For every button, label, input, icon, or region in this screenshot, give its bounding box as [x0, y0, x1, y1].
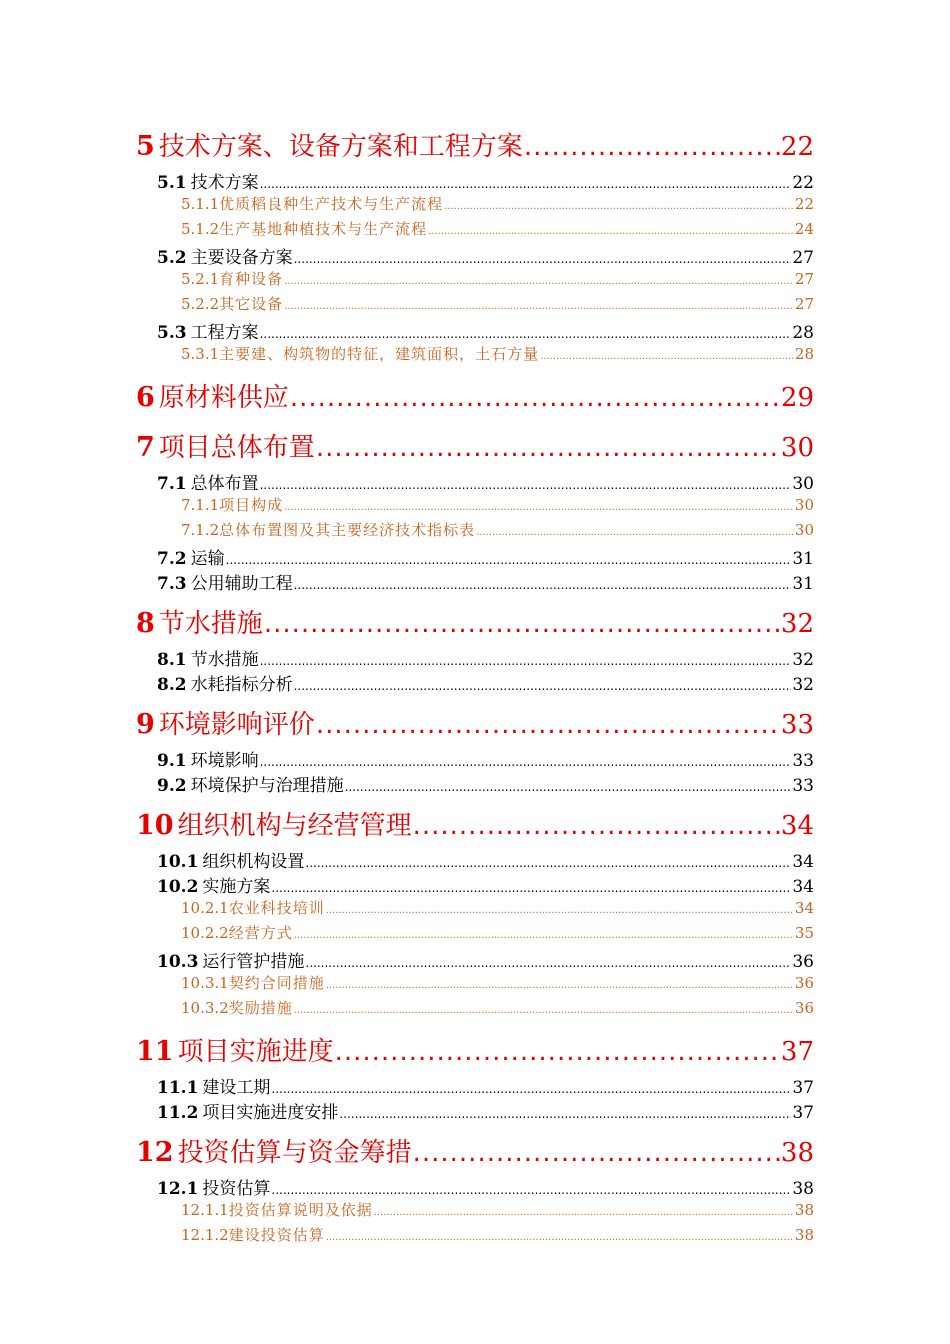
- toc-entry-number: 12.1: [157, 1179, 199, 1199]
- dot-leader: [524, 132, 780, 162]
- toc-entry-level-2[interactable]: [157, 1098, 814, 1123]
- dot-leader: [305, 952, 791, 972]
- dot-leader: [294, 574, 792, 594]
- toc-entry-text: 生产基地种植技术与生产流程: [219, 220, 428, 238]
- toc-entry-text: 投资估算说明及依据: [228, 1201, 373, 1219]
- dot-leader: [294, 924, 794, 942]
- toc-entry-text: 总体布置: [190, 474, 259, 494]
- toc-entry-text: 其它设备: [219, 295, 284, 313]
- toc-entry-level-3[interactable]: [181, 519, 814, 544]
- toc-entry-level-1[interactable]: [136, 377, 814, 417]
- toc-entry-title: [157, 771, 344, 796]
- toc-entry-text: 技术方案、设备方案和工程方案: [158, 132, 523, 162]
- toc-entry-number: 5.3: [157, 323, 187, 343]
- toc-entry-title: [157, 168, 259, 193]
- toc-entry-text: 主要建、构筑物的特征，建筑面积，土石方量: [219, 345, 540, 363]
- dot-leader: [316, 433, 780, 463]
- toc-entry-page-number: 31: [792, 549, 814, 569]
- dot-leader: [271, 877, 791, 897]
- toc-entry-number: 12.1.2: [181, 1226, 229, 1244]
- toc-entry-page-number: 27: [794, 270, 814, 288]
- toc-entry-title: [181, 972, 325, 993]
- toc-entry-title: [136, 603, 263, 640]
- dot-leader: [305, 852, 791, 872]
- toc-entry-text: 组织机构与经营管理: [177, 811, 412, 841]
- dot-leader: [294, 248, 792, 268]
- toc-entry-text: 原材料供应: [158, 383, 289, 413]
- dot-leader: [284, 295, 794, 313]
- toc-entry-page-number: 37: [780, 1037, 814, 1067]
- dot-leader: [271, 1179, 791, 1199]
- toc-entry-page-number: 34: [792, 877, 814, 897]
- dot-leader: [326, 974, 794, 992]
- toc-entry-page-number: 28: [792, 323, 814, 343]
- toc-entry-text: 项目构成: [219, 496, 284, 514]
- toc-entry-page-number: 35: [794, 924, 814, 942]
- toc-entry-title: [157, 645, 259, 670]
- toc-entry-level-1[interactable]: [136, 704, 814, 744]
- toc-entry-text: 契约合同措施: [228, 974, 325, 992]
- toc-entry-number: 8.1: [157, 650, 187, 670]
- toc-entry-title: [157, 872, 270, 897]
- dot-leader: [335, 1037, 780, 1067]
- toc-entry-text: 奖励措施: [228, 999, 293, 1017]
- toc-entry-title: [181, 193, 443, 214]
- toc-entry-number: 7.1.1: [181, 496, 220, 514]
- toc-entry-title: [157, 544, 225, 569]
- toc-entry-page-number: 22: [794, 195, 814, 213]
- toc-entry-number: 10.2.1: [181, 899, 229, 917]
- toc-entry-page-number: 38: [780, 1138, 814, 1168]
- toc-entry-level-2[interactable]: [157, 645, 814, 670]
- toc-entry-text: 实施方案: [202, 877, 271, 897]
- toc-entry-title: [157, 1073, 270, 1098]
- toc-entry-number: 7.1: [157, 474, 187, 494]
- toc-entry-page-number: 38: [792, 1179, 814, 1199]
- toc-entry-number: 12: [136, 1137, 174, 1168]
- toc-entry-level-1[interactable]: [136, 126, 814, 166]
- dot-leader: [294, 999, 794, 1017]
- toc-entry-number: 8: [136, 608, 155, 639]
- dot-leader: [290, 383, 780, 413]
- toc-entry-number: 9: [136, 709, 155, 740]
- toc-entry-number: 10.1: [157, 852, 199, 872]
- toc-entry-text: 总体布置图及其主要经济技术指标表: [219, 521, 476, 539]
- toc-entry-page-number: 22: [792, 173, 814, 193]
- toc-entry-page-number: 36: [794, 999, 814, 1017]
- dot-leader: [264, 609, 780, 639]
- toc-entry-page-number: 32: [792, 650, 814, 670]
- toc-entry-title: [181, 293, 283, 314]
- toc-entry-level-1[interactable]: [136, 1031, 814, 1071]
- toc-entry-page-number: 24: [794, 220, 814, 238]
- toc-entry-number: 11.2: [157, 1103, 199, 1123]
- toc-entry-page-number: 36: [792, 952, 814, 972]
- toc-entry-number: 10.3.2: [181, 999, 229, 1017]
- toc-entry-level-1[interactable]: [136, 427, 814, 467]
- dot-leader: [540, 345, 794, 363]
- toc-entry-text: 项目总体布置: [158, 433, 315, 463]
- toc-entry-text: 运行管护措施: [202, 952, 305, 972]
- toc-entry-level-3[interactable]: [181, 997, 814, 1022]
- toc-entry-text: 节水措施: [158, 609, 263, 639]
- dot-leader: [226, 549, 792, 569]
- toc-entry-page-number: 27: [794, 295, 814, 313]
- toc-entry-level-3[interactable]: [181, 293, 814, 318]
- toc-entry-text: 技术方案: [190, 173, 259, 193]
- toc-entry-page-number: 32: [780, 609, 814, 639]
- toc-entry-number: 9.2: [157, 776, 187, 796]
- toc-entry-level-2[interactable]: [157, 318, 814, 343]
- toc-entry-level-3[interactable]: [181, 1199, 814, 1224]
- toc-entry-text: 项目实施进度安排: [202, 1103, 339, 1123]
- toc-entry-title: [157, 1174, 270, 1199]
- toc-entry-title: [181, 268, 283, 289]
- toc-entry-level-2[interactable]: [157, 168, 814, 193]
- toc-entry-title: [136, 704, 315, 741]
- toc-entry-page-number: 22: [780, 132, 814, 162]
- dot-leader: [345, 776, 792, 796]
- toc-entry-page-number: 38: [794, 1226, 814, 1244]
- dot-leader: [413, 811, 780, 841]
- toc-entry-page-number: 30: [794, 521, 814, 539]
- toc-entry-level-1[interactable]: [136, 1132, 814, 1172]
- toc-entry-level-3[interactable]: [181, 218, 814, 243]
- toc-entry-page-number: 38: [794, 1201, 814, 1219]
- toc-entry-title: [181, 1224, 325, 1245]
- toc-entry-text: 组织机构设置: [202, 852, 305, 872]
- toc-entry-number: 7.1.2: [181, 521, 220, 539]
- toc-entry-number: 5.1.1: [181, 195, 220, 213]
- dot-leader: [284, 270, 794, 288]
- toc-entry-level-3[interactable]: [181, 897, 814, 922]
- toc-entry-number: 5.1.2: [181, 220, 220, 238]
- toc-entry-page-number: 34: [794, 899, 814, 917]
- toc-entry-title: [136, 805, 412, 842]
- toc-entry-title: [181, 897, 325, 918]
- toc-entry-title: [181, 218, 427, 239]
- toc-entry-page-number: 37: [792, 1078, 814, 1098]
- toc-entry-text: 建设工期: [202, 1078, 271, 1098]
- dot-leader: [260, 650, 792, 670]
- toc-entry-text: 建设投资估算: [228, 1226, 325, 1244]
- toc-entry-level-2[interactable]: [157, 670, 814, 695]
- toc-entry-number: 10.3.1: [181, 974, 229, 992]
- toc-entry-page-number: 32: [792, 675, 814, 695]
- toc-entry-level-1[interactable]: [136, 805, 814, 845]
- toc-entry-level-2[interactable]: [157, 872, 814, 897]
- toc-entry-title: [157, 469, 259, 494]
- toc-entry-page-number: 33: [792, 776, 814, 796]
- toc-entry-number: 5.2.1: [181, 270, 220, 288]
- toc-entry-level-2[interactable]: [157, 569, 814, 594]
- toc-entry-page-number: 34: [780, 811, 814, 841]
- toc-entry-level-2[interactable]: [157, 746, 814, 771]
- toc-entry-page-number: 28: [794, 345, 814, 363]
- toc-entry-number: 5: [136, 131, 155, 162]
- toc-entry-text: 环境影响: [190, 751, 259, 771]
- toc-entry-text: 投资估算与资金筹措: [177, 1138, 412, 1168]
- toc-entry-level-3[interactable]: [181, 494, 814, 519]
- dot-leader: [428, 220, 794, 238]
- toc-entry-page-number: 27: [792, 248, 814, 268]
- toc-entry-text: 公用辅助工程: [190, 574, 293, 594]
- toc-entry-page-number: 34: [792, 852, 814, 872]
- toc-entry-number: 5.3.1: [181, 345, 220, 363]
- dot-leader: [326, 1226, 794, 1244]
- toc-entry-number: 12.1.1: [181, 1201, 229, 1219]
- toc-entry-level-2[interactable]: [157, 544, 814, 569]
- toc-entry-number: 7: [136, 432, 155, 463]
- toc-entry-title: [181, 519, 475, 540]
- dot-leader: [260, 474, 792, 494]
- toc-entry-text: 投资估算: [202, 1179, 271, 1199]
- toc-entry-level-2[interactable]: [157, 1174, 814, 1199]
- toc-entry-level-3[interactable]: [181, 193, 814, 218]
- toc-entry-title: [157, 947, 304, 972]
- toc-entry-page-number: 30: [780, 433, 814, 463]
- toc-entry-text: 节水措施: [190, 650, 259, 670]
- dot-leader: [260, 751, 792, 771]
- toc-entry-title: [136, 377, 289, 414]
- toc-entry-number: 5.1: [157, 173, 187, 193]
- toc-entry-text: 水耗指标分析: [190, 675, 293, 695]
- dot-leader: [374, 1201, 794, 1219]
- toc-entry-number: 10.3: [157, 952, 199, 972]
- toc-entry-title: [157, 318, 259, 343]
- toc-entry-page-number: 33: [792, 751, 814, 771]
- toc-entry-title: [136, 427, 315, 464]
- toc-entry-number: 10.2.2: [181, 924, 229, 942]
- toc-entry-title: [181, 922, 293, 943]
- toc-entry-page-number: 30: [792, 474, 814, 494]
- toc-entry-level-2[interactable]: [157, 771, 814, 796]
- toc-entry-text: 主要设备方案: [190, 248, 293, 268]
- toc-entry-level-3[interactable]: [181, 1224, 814, 1249]
- toc-entry-text: 项目实施进度: [177, 1037, 334, 1067]
- toc-entry-title: [181, 1199, 373, 1220]
- toc-entry-text: 环境影响评价: [158, 710, 315, 740]
- dot-leader: [284, 496, 794, 514]
- toc-entry-page-number: 37: [792, 1103, 814, 1123]
- toc-entry-title: [136, 1132, 412, 1169]
- dot-leader: [444, 195, 794, 213]
- toc-entry-number: 6: [136, 382, 155, 413]
- toc-entry-level-3[interactable]: [181, 268, 814, 293]
- toc-entry-title: [157, 569, 293, 594]
- toc-entry-level-3[interactable]: [181, 343, 814, 368]
- toc-entry-text: 环境保护与治理措施: [190, 776, 344, 796]
- toc-entry-level-3[interactable]: [181, 972, 814, 997]
- toc-entry-text: 经营方式: [228, 924, 293, 942]
- toc-entry-page-number: 33: [780, 710, 814, 740]
- dot-leader: [260, 173, 792, 193]
- toc-entry-level-2[interactable]: [157, 243, 814, 268]
- toc-entry-page-number: 30: [794, 496, 814, 514]
- toc-entry-page-number: 29: [780, 383, 814, 413]
- toc-entry-number: 7.3: [157, 574, 187, 594]
- toc-entry-title: [157, 1098, 338, 1123]
- toc-entry-number: 8.2: [157, 675, 187, 695]
- toc-entry-text: 农业科技培训: [228, 899, 325, 917]
- toc-entry-level-2[interactable]: [157, 847, 814, 872]
- toc-entry-text: 工程方案: [190, 323, 259, 343]
- toc-entry-title: [157, 670, 293, 695]
- dot-leader: [476, 521, 794, 539]
- toc-entry-text: 优质稻良种生产技术与生产流程: [219, 195, 444, 213]
- dot-leader: [316, 710, 780, 740]
- toc-entry-level-2[interactable]: [157, 469, 814, 494]
- toc-entry-number: 7.2: [157, 549, 187, 569]
- toc-entry-title: [136, 1031, 334, 1068]
- toc-entry-number: 11.1: [157, 1078, 199, 1098]
- toc-entry-level-2[interactable]: [157, 947, 814, 972]
- toc-entry-title: [181, 343, 539, 364]
- toc-entry-number: 10.2: [157, 877, 199, 897]
- toc-entry-title: [157, 847, 304, 872]
- toc-entry-number: 9.1: [157, 751, 187, 771]
- dot-leader: [294, 675, 792, 695]
- toc-entry-number: 5.2.2: [181, 295, 220, 313]
- toc-entry-title: [181, 494, 283, 515]
- toc-entry-page-number: 36: [794, 974, 814, 992]
- toc-entry-text: 运输: [190, 549, 225, 569]
- dot-leader: [413, 1138, 780, 1168]
- toc-entry-page-number: 31: [792, 574, 814, 594]
- toc-entry-title: [136, 126, 523, 163]
- toc-entry-number: 10: [136, 810, 174, 841]
- toc-entry-title: [157, 243, 293, 268]
- toc-entry-title: [181, 997, 293, 1018]
- toc-entry-number: 11: [136, 1036, 174, 1067]
- toc-entry-level-1[interactable]: [136, 603, 814, 643]
- toc-entry-level-2[interactable]: [157, 1073, 814, 1098]
- dot-leader: [260, 323, 792, 343]
- dot-leader: [326, 899, 794, 917]
- dot-leader: [271, 1078, 791, 1098]
- toc-entry-title: [157, 746, 259, 771]
- toc-entry-text: 育种设备: [219, 270, 284, 288]
- dot-leader: [339, 1103, 791, 1123]
- toc-entry-number: 5.2: [157, 248, 187, 268]
- toc-entry-level-3[interactable]: [181, 922, 814, 947]
